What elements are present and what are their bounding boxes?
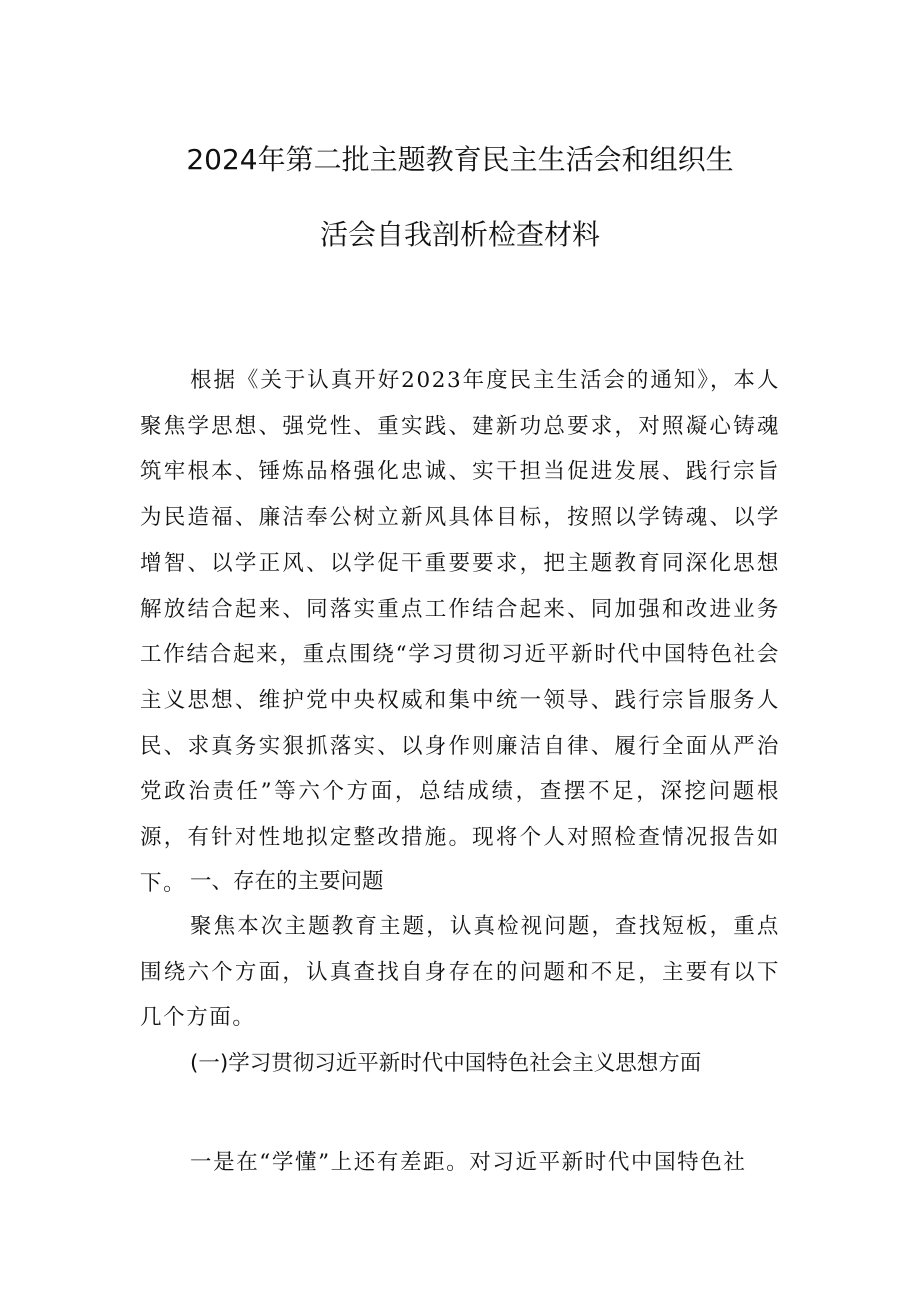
document-title-line-1: 2024年第二批主题教育民主生活会和组织生: [186, 143, 734, 176]
section-heading-main-problems: 一、存在的主要问题: [190, 869, 384, 894]
document-title-line-2: 活会自我剖析检查材料: [319, 218, 600, 251]
intro-paragraph: 根据《关于认真开好2023年度民主生活会的通知》，本人聚焦学思想、强党性、重实践、建新功总要求，对照凝心铸魂筑牢根本、锤炼品格强化忠诚、实干担当促进发展、践行宗旨为民造福、廉洁奉公树立新风具体目标，按照以学铸魂、以学增智、以学正风、以学促干重要要求，把主题教育同深化思想解放结合起来、同落实重点工作结合起来、同加强和改进业务工作结合起来，重点围绕“学习贯彻习近平新时代中国特色社会主义思想、维护党中央权威和集中统一领导、践行宗旨服务人民、求真务实狠抓落实、以身作则廉洁自律、履行全面从严治党政治责任”等六个方面，总结成绩，查摆不足，深挖问题根源，有针对性地拟定整改措施。现将个人对照检查情况报告如下。: [140, 368, 780, 896]
subsection-first-paragraph: 一是在“学懂”上还有差距。对习近平新时代中国特色社: [190, 1150, 747, 1175]
subsection-heading-study-thought: (一)学习贯彻习近平新时代中国特色社会主义思想方面: [190, 1051, 702, 1076]
section-intro-paragraph: 聚焦本次主题教育主题，认真检视问题，查找短板，重点围绕六个方面，认真查找自身存在的问题和不足，主要有以下几个方面。: [140, 914, 780, 1031]
